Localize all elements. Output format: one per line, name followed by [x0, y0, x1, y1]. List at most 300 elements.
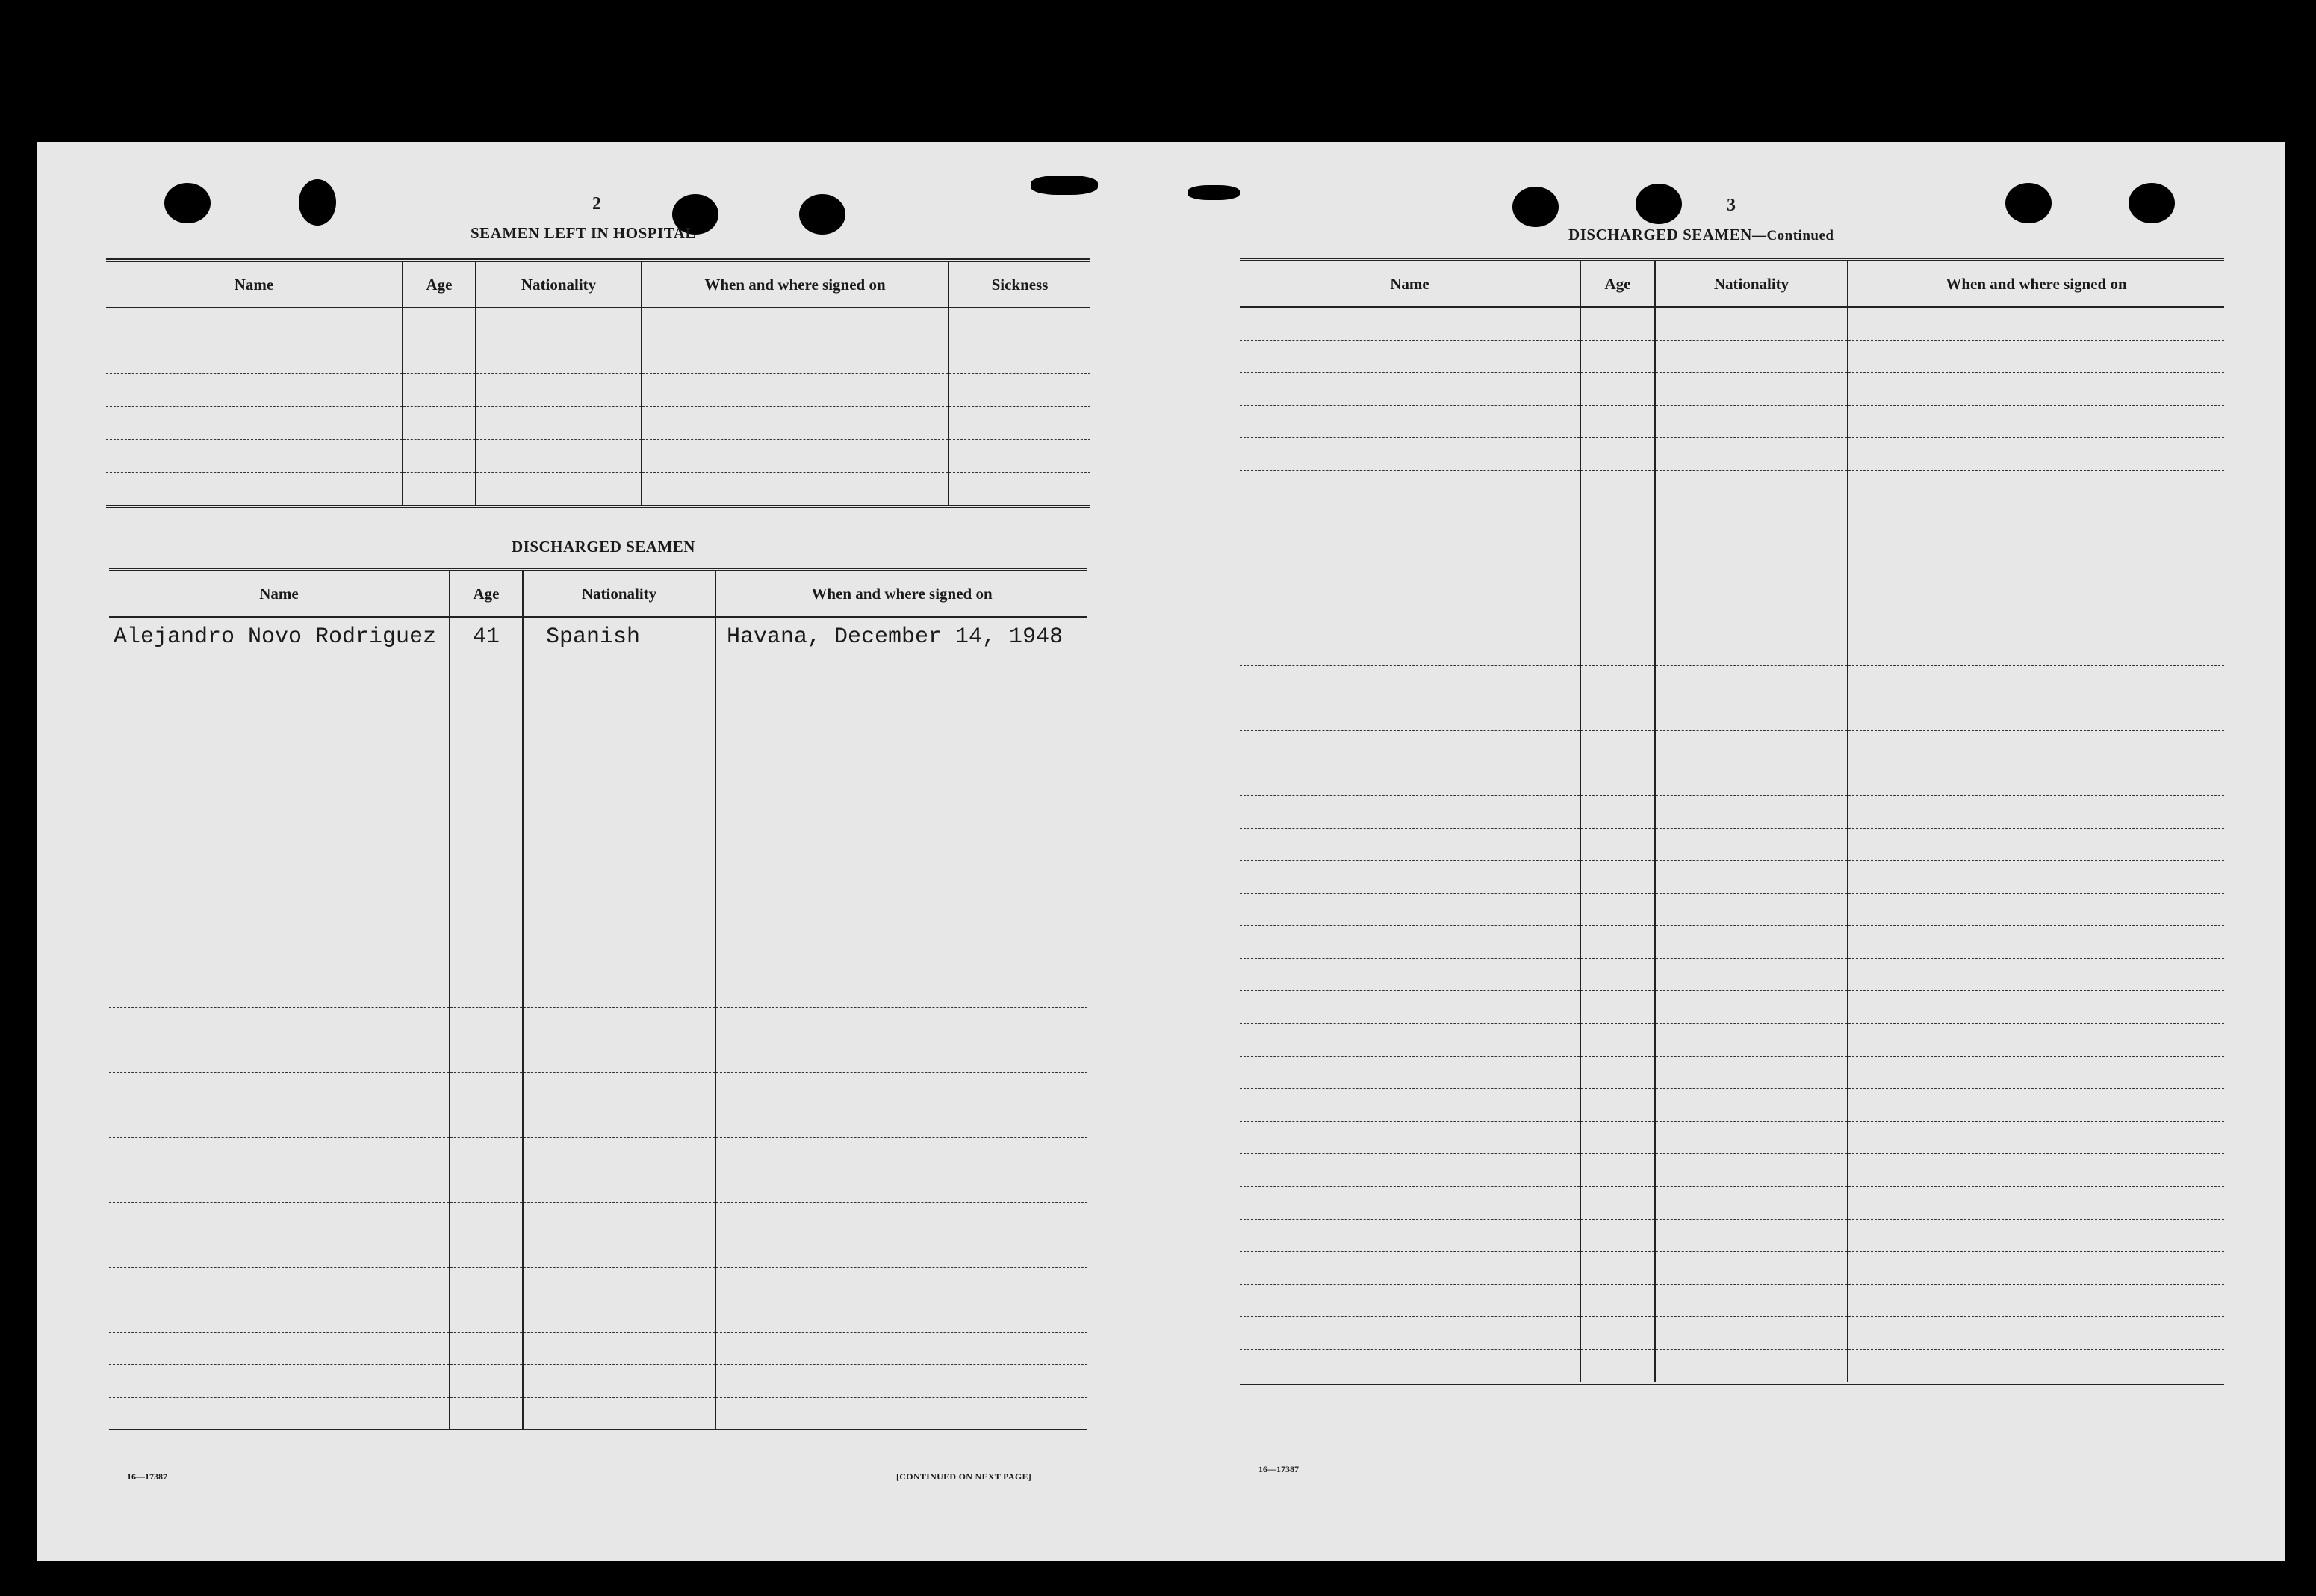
table-row: [1240, 340, 2224, 373]
table-cell: [109, 1332, 450, 1365]
table-cell: [109, 1397, 450, 1431]
table-cell: [715, 748, 1087, 780]
table-cell: [1848, 795, 2224, 828]
table-cell: [949, 374, 1090, 407]
table-row: [1240, 633, 2224, 665]
table-cell: [949, 407, 1090, 440]
table-cell: [1655, 1317, 1848, 1350]
table-cell: [1240, 861, 1580, 894]
table-row: [1240, 1024, 2224, 1057]
table-cell: [109, 1235, 450, 1268]
table-cell: [715, 845, 1087, 878]
table-cell: [1655, 1121, 1848, 1154]
table-cell: [1240, 1089, 1580, 1122]
table-row: [1240, 600, 2224, 633]
table-cell: [476, 341, 642, 374]
table-cell: [1848, 893, 2224, 926]
table-cell: [642, 308, 949, 341]
table-cell: [715, 1137, 1087, 1170]
table-cell: [450, 1137, 523, 1170]
table-cell: [1655, 893, 1848, 926]
table-cell: [1240, 307, 1580, 340]
column-header: Nationality: [523, 570, 715, 618]
table-cell: [1580, 828, 1655, 861]
table-cell: [109, 1040, 450, 1073]
table-cell: [109, 975, 450, 1008]
table-cell: [1580, 1024, 1655, 1057]
table-cell: [715, 1332, 1087, 1365]
table-cell: [715, 910, 1087, 943]
table-cell: [715, 1040, 1087, 1073]
table-cell: [1848, 763, 2224, 796]
table-cell: [1848, 926, 2224, 959]
table-row: [1240, 1317, 2224, 1350]
table-row: [109, 617, 1087, 650]
table-cell: [523, 1137, 715, 1170]
table-cell: [523, 878, 715, 910]
table-cell: [523, 715, 715, 748]
table-cell: [1580, 633, 1655, 665]
table-cell: [1848, 1252, 2224, 1285]
table-cell: [715, 1397, 1087, 1431]
table-cell: [1240, 1252, 1580, 1285]
table-cell: [1240, 535, 1580, 568]
table-row: [1240, 1089, 2224, 1122]
punch-hole: [1636, 184, 1682, 224]
table-cell: [1240, 1219, 1580, 1252]
table-cell: [523, 1202, 715, 1235]
hospital-section-title: SEAMEN LEFT IN HOSPITAL: [471, 224, 696, 242]
table-cell: [1240, 893, 1580, 926]
table-cell: [523, 1007, 715, 1040]
table-cell: [523, 943, 715, 975]
table-cell: [109, 1007, 450, 1040]
table-cell: [523, 1365, 715, 1398]
table-cell: [403, 308, 476, 341]
table-cell: [476, 473, 642, 507]
table-row: [1240, 893, 2224, 926]
column-header: Age: [1580, 260, 1655, 308]
table-cell: [109, 845, 450, 878]
table-cell: [1848, 1024, 2224, 1057]
punch-hole: [164, 183, 211, 223]
table-cell: [1655, 1024, 1848, 1057]
seaman-name: Alejandro Novo Rodriguez: [109, 617, 450, 650]
table-cell: [1240, 730, 1580, 763]
table-row: [109, 943, 1087, 975]
table-cell: [450, 748, 523, 780]
page-number: 3: [1727, 196, 1736, 215]
table-cell: [109, 813, 450, 845]
table-cell: [1848, 535, 2224, 568]
table-row: [106, 473, 1090, 507]
form-code: 16—17387: [1258, 1464, 1299, 1474]
table-cell: [1580, 535, 1655, 568]
table-cell: [1655, 1187, 1848, 1220]
table-cell: [1580, 861, 1655, 894]
section-title: [1568, 226, 1834, 244]
table-cell: [450, 1332, 523, 1365]
table-row: [106, 440, 1090, 473]
table-cell: [1848, 1350, 2224, 1383]
table-cell: [715, 1300, 1087, 1333]
table-row: [109, 1137, 1087, 1170]
table-cell: [1848, 730, 2224, 763]
table-cell: [1580, 893, 1655, 926]
table-cell: [1240, 633, 1580, 665]
section-title-main: DISCHARGED SEAMEN: [1568, 226, 1752, 243]
table-cell: [109, 943, 450, 975]
table-cell: [450, 1072, 523, 1105]
seaman-nationality: Spanish: [523, 617, 715, 650]
table-row: [106, 341, 1090, 374]
table-cell: [109, 1137, 450, 1170]
table-row: [109, 975, 1087, 1008]
table-row: [109, 1040, 1087, 1073]
table-cell: [450, 1170, 523, 1203]
column-header: Name: [1240, 260, 1580, 308]
table-cell: [450, 1365, 523, 1398]
table-cell: [1655, 958, 1848, 991]
table-row: [109, 780, 1087, 813]
table-cell: [523, 1170, 715, 1203]
table-cell: [1580, 730, 1655, 763]
table-row: [1240, 665, 2224, 698]
table-row: [109, 878, 1087, 910]
table-cell: [1240, 503, 1580, 535]
table-cell: [450, 780, 523, 813]
table-cell: [523, 780, 715, 813]
table-cell: [949, 440, 1090, 473]
table-cell: [1848, 958, 2224, 991]
table-cell: [1848, 470, 2224, 503]
table-cell: [1580, 1219, 1655, 1252]
table-cell: [1580, 600, 1655, 633]
column-header: Nationality: [476, 261, 642, 308]
table-cell: [450, 650, 523, 683]
table-cell: [1240, 568, 1580, 600]
table-cell: [642, 374, 949, 407]
table-cell: [1580, 340, 1655, 373]
table-row: [109, 650, 1087, 683]
left-page: [37, 142, 1170, 1561]
ink-blot: [1188, 185, 1240, 200]
form-code: 16—17387: [127, 1471, 167, 1482]
table-cell: [715, 780, 1087, 813]
table-cell: [642, 440, 949, 473]
table-cell: [715, 650, 1087, 683]
table-cell: [450, 1235, 523, 1268]
table-header-row: [1240, 260, 2224, 308]
table-cell: [523, 910, 715, 943]
table-cell: [1655, 307, 1848, 340]
table-cell: [1240, 1154, 1580, 1187]
table-cell: [1655, 861, 1848, 894]
table-cell: [403, 374, 476, 407]
table-cell: [523, 845, 715, 878]
table-cell: [450, 1300, 523, 1333]
table-cell: [1580, 795, 1655, 828]
table-cell: [1848, 503, 2224, 535]
table-row: [1240, 1121, 2224, 1154]
table-cell: [1240, 373, 1580, 406]
table-cell: [949, 341, 1090, 374]
table-row: [1240, 1056, 2224, 1089]
table-cell: [715, 1105, 1087, 1138]
table-cell: [106, 308, 403, 341]
table-row: [1240, 991, 2224, 1024]
table-cell: [1848, 1317, 2224, 1350]
table-cell: [1240, 1350, 1580, 1383]
table-cell: [1848, 665, 2224, 698]
table-row: [1240, 373, 2224, 406]
table-cell: [109, 878, 450, 910]
table-cell: [1580, 307, 1655, 340]
table-cell: [109, 1072, 450, 1105]
table-cell: [1580, 1056, 1655, 1089]
table-cell: [450, 1267, 523, 1300]
table-cell: [715, 1170, 1087, 1203]
table-cell: [715, 683, 1087, 715]
table-cell: [1848, 1121, 2224, 1154]
table-cell: [1848, 568, 2224, 600]
table-row: [1240, 405, 2224, 438]
table-cell: [1655, 1350, 1848, 1383]
table-cell: [1848, 307, 2224, 340]
table-cell: [1580, 1350, 1655, 1383]
table-cell: [1240, 1284, 1580, 1317]
table-cell: [1848, 861, 2224, 894]
table-row: [109, 1267, 1087, 1300]
table-cell: [1240, 600, 1580, 633]
table-cell: [476, 407, 642, 440]
table-row: [106, 407, 1090, 440]
table-cell: [106, 473, 403, 507]
table-row: [106, 308, 1090, 341]
table-cell: [523, 650, 715, 683]
table-cell: [450, 1397, 523, 1431]
table-cell: [476, 374, 642, 407]
discharged-section-title: DISCHARGED SEAMEN: [512, 538, 695, 556]
table-cell: [715, 943, 1087, 975]
table-row: [109, 1007, 1087, 1040]
table-cell: [642, 473, 949, 507]
table-row: [109, 1365, 1087, 1398]
table-cell: [715, 1072, 1087, 1105]
table-cell: [1848, 438, 2224, 471]
table-cell: [1240, 438, 1580, 471]
table-cell: [715, 1007, 1087, 1040]
table-cell: [1655, 1219, 1848, 1252]
table-cell: [403, 407, 476, 440]
table-cell: [1655, 1284, 1848, 1317]
table-cell: [109, 780, 450, 813]
table-cell: [523, 748, 715, 780]
punch-hole: [799, 194, 845, 235]
column-header: Nationality: [1655, 260, 1848, 308]
table-cell: [1848, 600, 2224, 633]
table-row: [1240, 503, 2224, 535]
table-cell: [1580, 568, 1655, 600]
table-cell: [1580, 1317, 1655, 1350]
table-header-row: [109, 570, 1087, 618]
column-header: When and where signed on: [1848, 260, 2224, 308]
table-row: [109, 748, 1087, 780]
table-row: [1240, 795, 2224, 828]
table-cell: [1848, 1187, 2224, 1220]
table-cell: [1848, 1056, 2224, 1089]
table-row: [1240, 307, 2224, 340]
table-cell: [1580, 1187, 1655, 1220]
table-cell: [1580, 1121, 1655, 1154]
table-cell: [1580, 991, 1655, 1024]
table-cell: [106, 374, 403, 407]
table-cell: [403, 473, 476, 507]
table-row: [1240, 1187, 2224, 1220]
table-cell: [1655, 1252, 1848, 1285]
table-cell: [1848, 1154, 2224, 1187]
table-cell: [523, 1040, 715, 1073]
table-cell: [715, 715, 1087, 748]
table-cell: [1580, 470, 1655, 503]
table-cell: [642, 407, 949, 440]
table-cell: [1655, 503, 1848, 535]
table-cell: [1240, 828, 1580, 861]
column-header: Name: [109, 570, 450, 618]
table-row: [1240, 438, 2224, 471]
table-cell: [1848, 1089, 2224, 1122]
table-cell: [1580, 1284, 1655, 1317]
table-row: [1240, 1252, 2224, 1285]
section-title-suffix: —Continued: [1751, 228, 1834, 243]
table-cell: [523, 1072, 715, 1105]
table-cell: [109, 1300, 450, 1333]
table-row: [1240, 861, 2224, 894]
table-cell: [1240, 1121, 1580, 1154]
table-cell: [1580, 958, 1655, 991]
table-cell: [1655, 795, 1848, 828]
discharged-table: [109, 568, 1087, 1432]
table-cell: [523, 1332, 715, 1365]
table-row: [1240, 730, 2224, 763]
table-cell: [1240, 698, 1580, 731]
hospital-table: [106, 258, 1090, 508]
punch-hole: [1512, 187, 1559, 227]
table-cell: [1580, 503, 1655, 535]
seaman-age: 41: [450, 617, 523, 650]
table-cell: [949, 473, 1090, 507]
table-cell: [109, 1202, 450, 1235]
table-row: [109, 1105, 1087, 1138]
table-row: [1240, 1219, 2224, 1252]
table-cell: [1655, 373, 1848, 406]
column-header: Age: [450, 570, 523, 618]
table-cell: [450, 1105, 523, 1138]
table-cell: [715, 813, 1087, 845]
table-cell: [1848, 373, 2224, 406]
table-cell: [106, 440, 403, 473]
table-cell: [1655, 340, 1848, 373]
table-cell: [109, 1365, 450, 1398]
table-cell: [1848, 405, 2224, 438]
table-cell: [523, 683, 715, 715]
column-header: Age: [403, 261, 476, 308]
table-row: [109, 1072, 1087, 1105]
table-cell: [1655, 438, 1848, 471]
table-cell: [403, 341, 476, 374]
table-cell: [1655, 991, 1848, 1024]
table-cell: [450, 1040, 523, 1073]
table-cell: [523, 975, 715, 1008]
table-cell: [450, 1202, 523, 1235]
table-cell: [109, 910, 450, 943]
table-cell: [109, 1170, 450, 1203]
table-cell: [1240, 1024, 1580, 1057]
table-cell: [1848, 340, 2224, 373]
table-row: [109, 683, 1087, 715]
table-row: [1240, 926, 2224, 959]
table-cell: [450, 878, 523, 910]
column-header: When and where signed on: [642, 261, 949, 308]
table-row: [1240, 763, 2224, 796]
table-cell: [523, 1235, 715, 1268]
table-row: [1240, 958, 2224, 991]
table-row: [1240, 535, 2224, 568]
table-cell: [1240, 1317, 1580, 1350]
table-cell: [476, 308, 642, 341]
table-cell: [106, 341, 403, 374]
table-cell: [450, 943, 523, 975]
table-cell: [109, 1105, 450, 1138]
table-row: [109, 715, 1087, 748]
table-cell: [715, 878, 1087, 910]
table-cell: [1580, 405, 1655, 438]
table-cell: [523, 1300, 715, 1333]
table-cell: [1240, 958, 1580, 991]
table-cell: [1240, 795, 1580, 828]
table-cell: [1655, 600, 1848, 633]
table-cell: [106, 407, 403, 440]
table-cell: [1240, 470, 1580, 503]
table-cell: [1580, 698, 1655, 731]
table-cell: [1655, 828, 1848, 861]
table-cell: [403, 440, 476, 473]
table-cell: [1655, 633, 1848, 665]
table-cell: [109, 1267, 450, 1300]
ink-blot: [1031, 176, 1098, 195]
table-cell: [715, 1202, 1087, 1235]
table-cell: [715, 1267, 1087, 1300]
table-cell: [1848, 828, 2224, 861]
table-cell: [109, 683, 450, 715]
table-cell: [476, 440, 642, 473]
table-cell: [1655, 568, 1848, 600]
table-cell: [1240, 665, 1580, 698]
punch-hole: [299, 179, 336, 226]
table-cell: [1580, 665, 1655, 698]
table-row: [109, 813, 1087, 845]
table-row: [1240, 698, 2224, 731]
table-cell: [1580, 1154, 1655, 1187]
table-cell: [1240, 1187, 1580, 1220]
table-cell: [109, 748, 450, 780]
table-cell: [1848, 1284, 2224, 1317]
table-row: [1240, 1350, 2224, 1383]
table-cell: [1580, 1252, 1655, 1285]
table-cell: [1580, 1089, 1655, 1122]
table-cell: [715, 1365, 1087, 1398]
table-cell: [715, 1235, 1087, 1268]
